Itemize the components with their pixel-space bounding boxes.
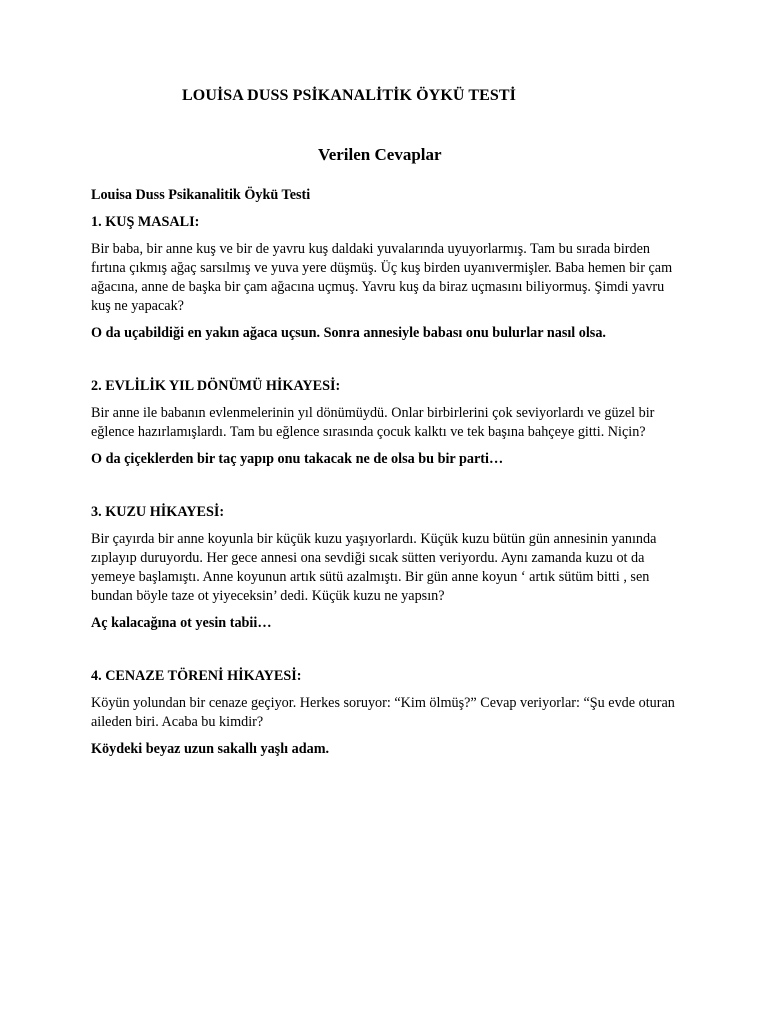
document-title: LOUİSA DUSS PSİKANALİTİK ÖYKÜ TESTİ <box>182 87 516 104</box>
story-text: Bir çayırda bir anne koyunla bir küçük kuzu yaşıyorlardı. Küçük kuzu bütün gün annesinin yanında zıplayıp duruyordu. Her gece annesi ona sevdiği sıcak sütten veriyordu. Aynı zamanda kuzu ot da yemeye başlamıştı. Anne koyunun artık sütü azalmıştı. Bir gün anne koyun ‘ artık sütüm bitti , sen bundan böyle taze ot yiyeceksin’ dedi. Küçük kuzu ne yapsın? <box>91 531 657 604</box>
section-heading: 4. CENAZE TÖRENİ HİKAYESİ: <box>91 668 302 684</box>
answer-text: Aç kalacağına ot yesin tabii… <box>91 615 272 631</box>
intro-heading: Louisa Duss Psikanalitik Öykü Testi <box>91 187 311 203</box>
story-section-anniversary <box>91 377 681 469</box>
document-body <box>91 186 681 793</box>
answer-text: Köydeki beyaz uzun sakallı yaşlı adam. <box>91 741 330 757</box>
story-text: Köyün yolundan bir cenaze geçiyor. Herkes soruyor: “Kim ölmüş?” Cevap veriyorlar: “Şu evde oturan aileden biri. Acaba bu kimdir? <box>91 695 675 730</box>
story-section-bird <box>91 213 681 343</box>
answer-text: O da uçabildiği en yakın ağaca uçsun. Sonra annesiyle babası onu bulurlar nasıl olsa. <box>91 325 606 341</box>
section-heading: 1. KUŞ MASALI: <box>91 214 200 230</box>
story-text: Bir baba, bir anne kuş ve bir de yavru kuş daldaki yuvalarında uyuyorlarmış. Tam bu sırada birden fırtına çıkmış ağaç sarsılmış ve yuva yere düşmüş. Üç kuş birden uyanıvermişler. Baba hemen bir çam ağacına, anne de başka bir çam ağacına uçmuş. Yavru kuş da biraz uçmasını biliyormuş. Şimdi yavru kuş ne yapacak? <box>91 241 673 314</box>
story-section-lamb <box>91 503 681 633</box>
answer-text: O da çiçeklerden bir taç yapıp onu takacak ne de olsa bu bir parti… <box>91 451 504 467</box>
section-heading: 2. EVLİLİK YIL DÖNÜMÜ HİKAYESİ: <box>91 378 341 394</box>
story-section-funeral <box>91 667 681 759</box>
section-heading: 3. KUZU HİKAYESİ: <box>91 504 225 520</box>
document-subtitle: Verilen Cevaplar <box>318 145 442 164</box>
story-text: Bir anne ile babanın evlenmelerinin yıl dönümüydü. Onlar birbirlerini çok seviyorlardı ve güzel bir eğlence hazırlamışlardı. Tam bu eğlence sırasında çocuk kalktı ve tek başına bahçeye gitti. Niçin? <box>91 405 655 440</box>
